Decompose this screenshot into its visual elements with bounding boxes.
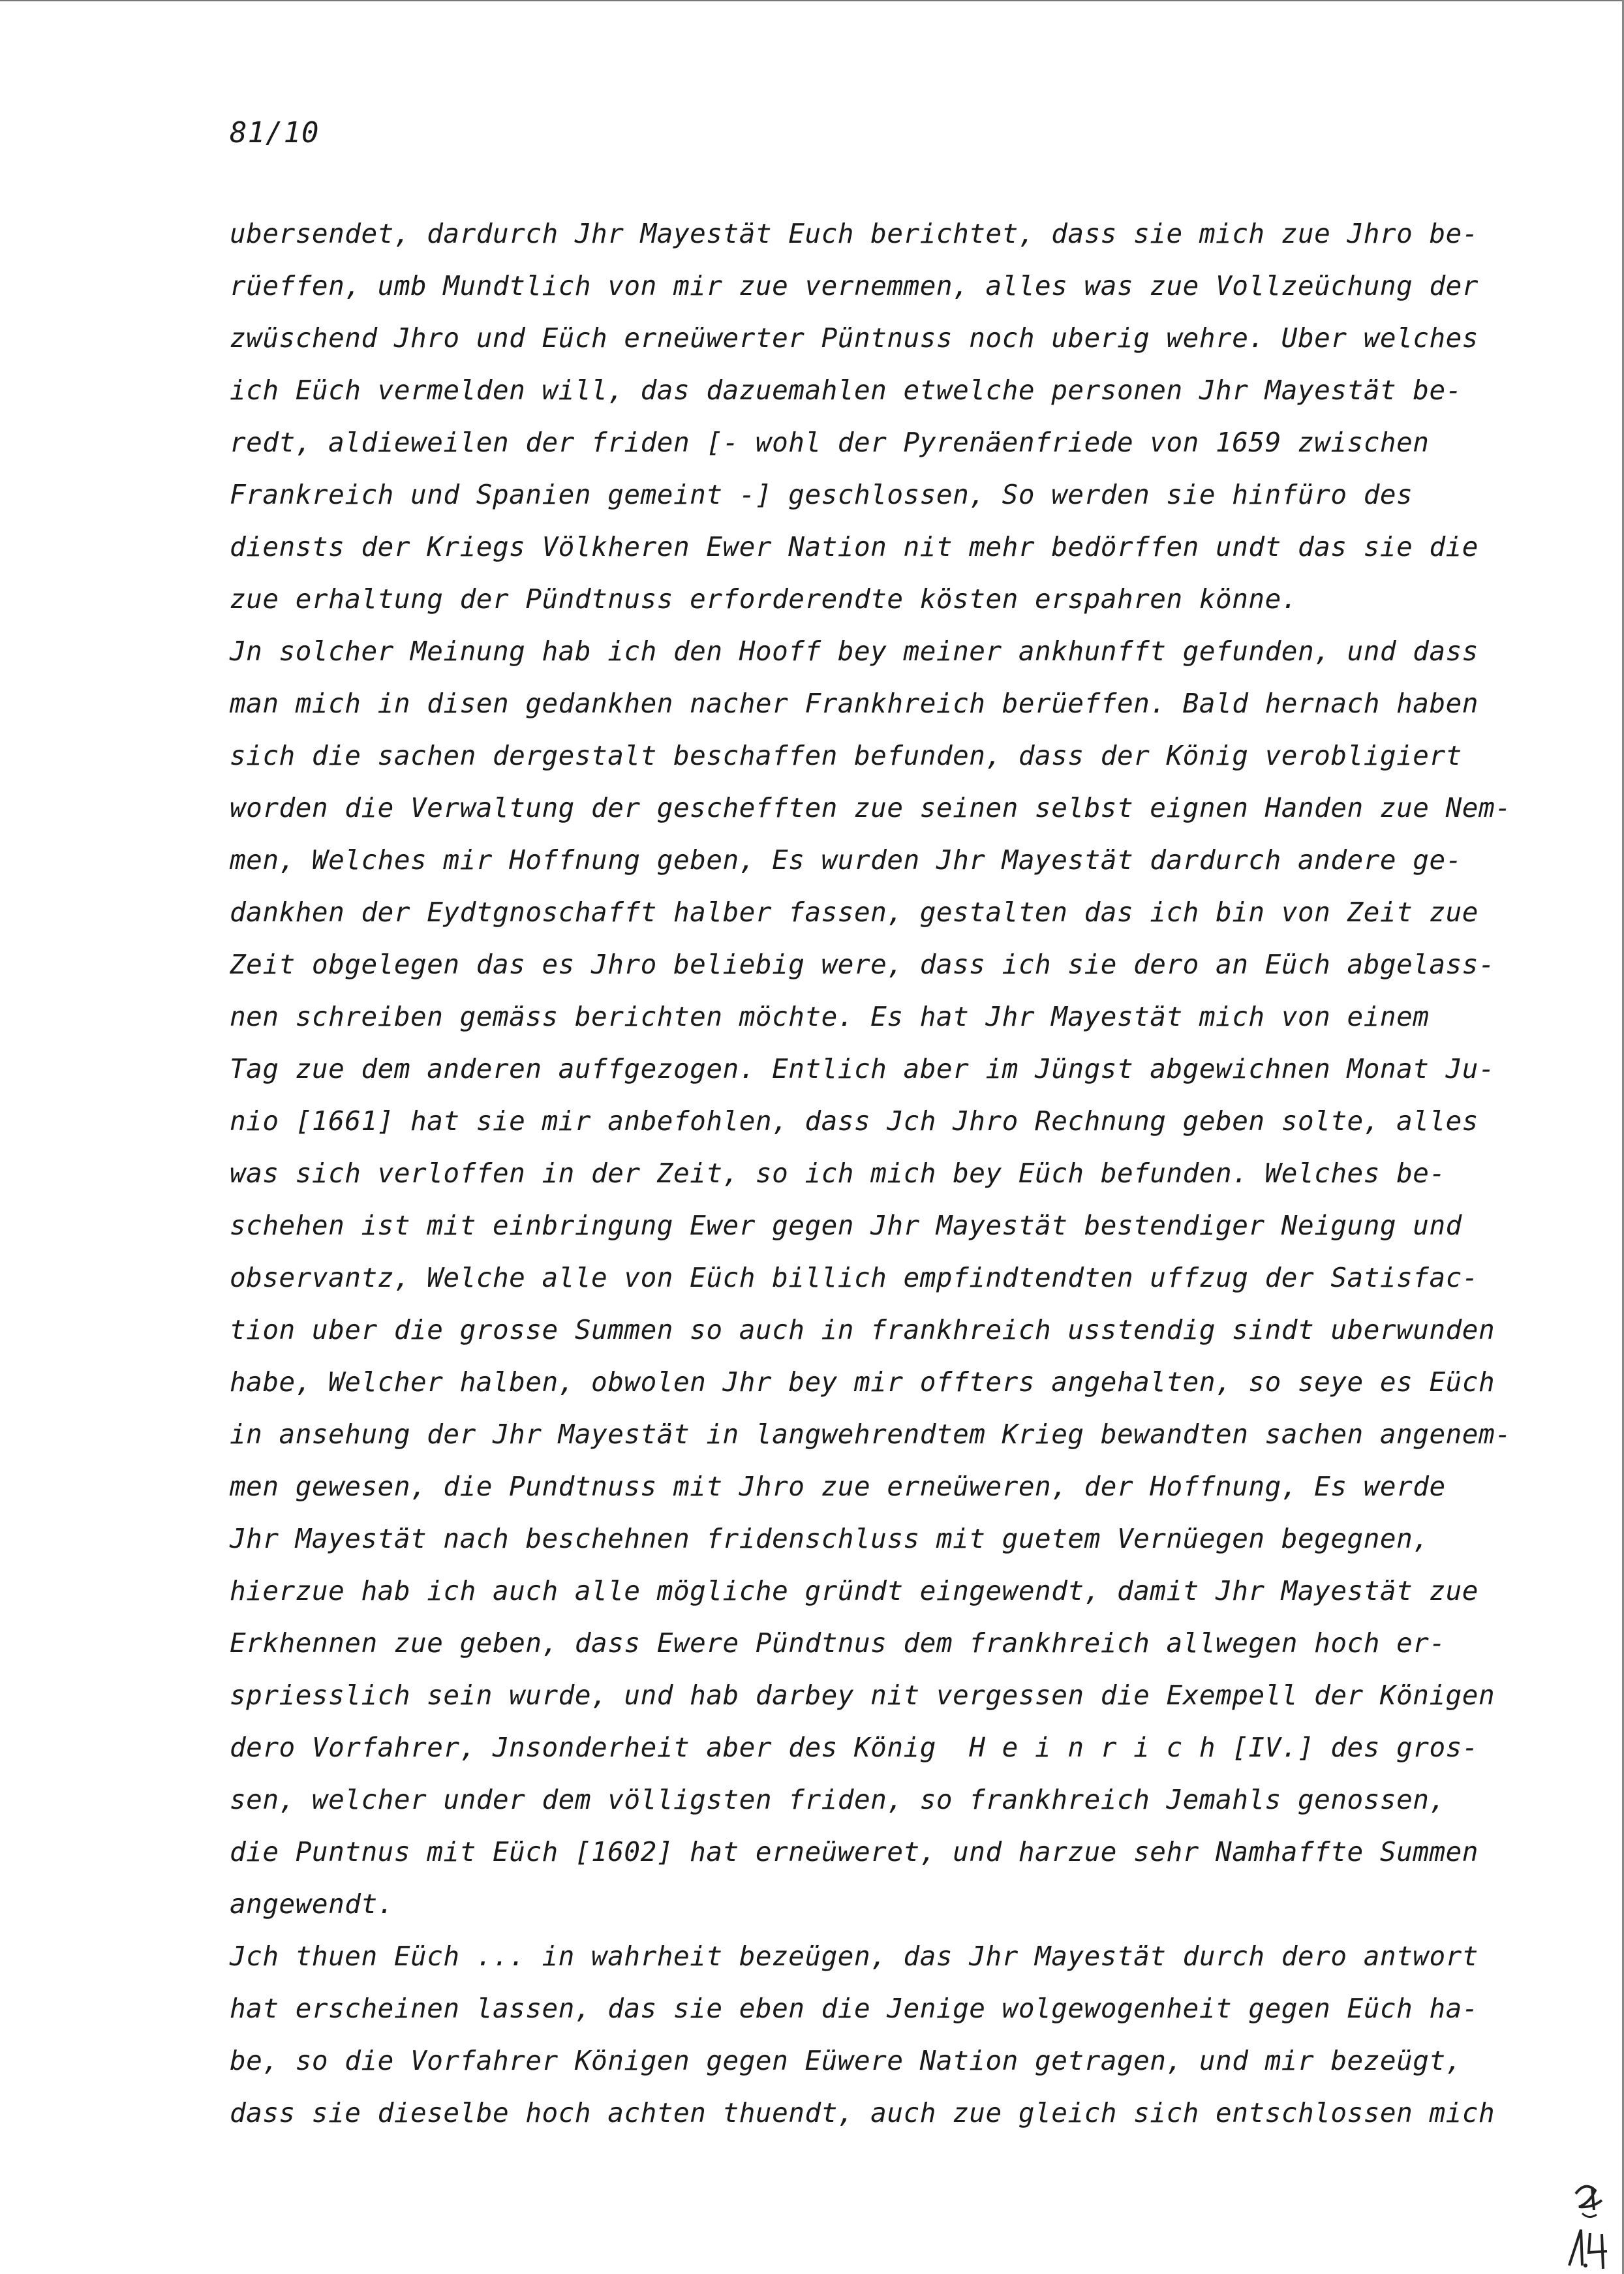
archive-stamp-mark bbox=[1556, 2174, 1621, 2272]
text-line: schehen ist mit einbringung Ewer gegen Jhr Mayestät bestendiger Neigung und bbox=[230, 1210, 1462, 1241]
text-line: Jn solcher Meinung hab ich den Hooff bey meiner ankhunfft gefunden, und dass bbox=[230, 636, 1478, 667]
text-line: hierzue hab ich auch alle mögliche gründt eingewendt, damit Jhr Mayestät zue bbox=[230, 1575, 1478, 1606]
text-line: was sich verloffen in der Zeit, so ich mich bey Eüch befunden. Welches be- bbox=[230, 1158, 1446, 1189]
text-line: sen, welcher under dem völligsten friden, so frankhreich Jemahls genossen, bbox=[230, 1784, 1446, 1815]
page-border-top bbox=[0, 0, 1624, 1]
text-line: in ansehung der Jhr Mayestät in langwehrendtem Krieg bewandten sachen angenem- bbox=[230, 1419, 1512, 1450]
text-line: diensts der Kriegs Völkheren Ewer Nation nit mehr bedörffen undt das sie die bbox=[230, 531, 1478, 562]
text-line: tion uber die grosse Summen so auch in frankhreich usstendig sindt uberwunden bbox=[230, 1314, 1495, 1345]
text-line: Frankreich und Spanien gemeint -] geschlossen, So werden sie hinfüro des bbox=[230, 479, 1413, 510]
text-line: men gewesen, die Pundtnuss mit Jhro zue erneüweren, der Hoffnung, Es werde bbox=[230, 1471, 1446, 1502]
text-line: Erkhennen zue geben, dass Ewere Pündtnus dem frankhreich allwegen hoch er- bbox=[230, 1627, 1446, 1659]
text-line: ich Eüch vermelden will, das dazuemahlen etwelche personen Jhr Mayestät be- bbox=[230, 375, 1462, 406]
text-line: ubersendet, dardurch Jhr Mayestät Euch berichtet, dass sie mich zue Jhro be- bbox=[230, 218, 1478, 249]
text-line: rüeffen, umb Mundtlich von mir zue vernemmen, alles was zue Vollzeüchung der bbox=[230, 270, 1478, 301]
text-line: men, Welches mir Hoffnung geben, Es wurden Jhr Mayestät dardurch andere ge- bbox=[230, 844, 1462, 876]
text-line: man mich in disen gedankhen nacher Frankhreich berüeffen. Bald hernach haben bbox=[230, 688, 1478, 719]
text-line: hat erscheinen lassen, das sie eben die Jenige wolgewogenheit gegen Eüch ha- bbox=[230, 1993, 1478, 2024]
text-line: worden die Verwaltung der geschefften zue seinen selbst eignen Handen zue Nem- bbox=[230, 792, 1512, 823]
text-line: sich die sachen dergestalt beschaffen befunden, dass der König verobligiert bbox=[230, 740, 1462, 771]
text-line: angewendt. bbox=[230, 1888, 394, 1920]
text-line: nen schreiben gemäss berichten möchte. Es hat Jhr Mayestät mich von einem bbox=[230, 1001, 1430, 1032]
text-line: Jhr Mayestät nach beschehnen fridenschluss mit guetem Vernüegen begegnen, bbox=[230, 1523, 1430, 1554]
text-line: habe, Welcher halben, obwolen Jhr bey mir offters angehalten, so seye es Eüch bbox=[230, 1366, 1495, 1398]
text-line: dankhen der Eydtgnoschafft halber fassen, gestalten das ich bin von Zeit zue bbox=[230, 897, 1478, 928]
text-line: Zeit obgelegen das es Jhro beliebig were, dass ich sie dero an Eüch abgelass- bbox=[230, 949, 1495, 980]
text-line: dero Vorfahrer, Jnsonderheit aber des König H e i n r i c h [IV.] des gros- bbox=[230, 1732, 1478, 1763]
page-number: 81/10 bbox=[230, 116, 320, 149]
text-line: Tag zue dem anderen auffgezogen. Entlich aber im Jüngst abgewichnen Monat Ju- bbox=[230, 1053, 1495, 1084]
text-line: die Puntnus mit Eüch [1602] hat erneüweret, und harzue sehr Namhaffte Summen bbox=[230, 1836, 1478, 1867]
text-line: redt, aldieweilen der friden [- wohl der Pyrenäenfriede von 1659 zwischen bbox=[230, 427, 1430, 458]
text-line: dass sie dieselbe hoch achten thuendt, auch zue gleich sich entschlossen mich bbox=[230, 2097, 1495, 2128]
text-line: nio [1661] hat sie mir anbefohlen, dass Jch Jhro Rechnung geben solte, alles bbox=[230, 1105, 1478, 1137]
text-line: Jch thuen Eüch ... in wahrheit bezeügen, das Jhr Mayestät durch dero antwort bbox=[230, 1941, 1478, 1972]
text-line: spriesslich sein wurde, und hab darbey nit vergessen die Exempell der Königen bbox=[230, 1680, 1495, 1711]
text-line: be, so die Vorfahrer Königen gegen Eüwere Nation getragen, und mir bezeügt, bbox=[230, 2045, 1462, 2076]
text-line: observantz, Welche alle von Eüch billich empfindtendten uffzug der Satisfac- bbox=[230, 1262, 1478, 1293]
text-line: zue erhaltung der Pündtnuss erforderendte kösten erspahren könne. bbox=[230, 583, 1298, 615]
text-line: zwüschend Jhro und Eüch erneüwerter Püntnuss noch uberig wehre. Uber welches bbox=[230, 322, 1478, 354]
document-body bbox=[230, 207, 1535, 2139]
